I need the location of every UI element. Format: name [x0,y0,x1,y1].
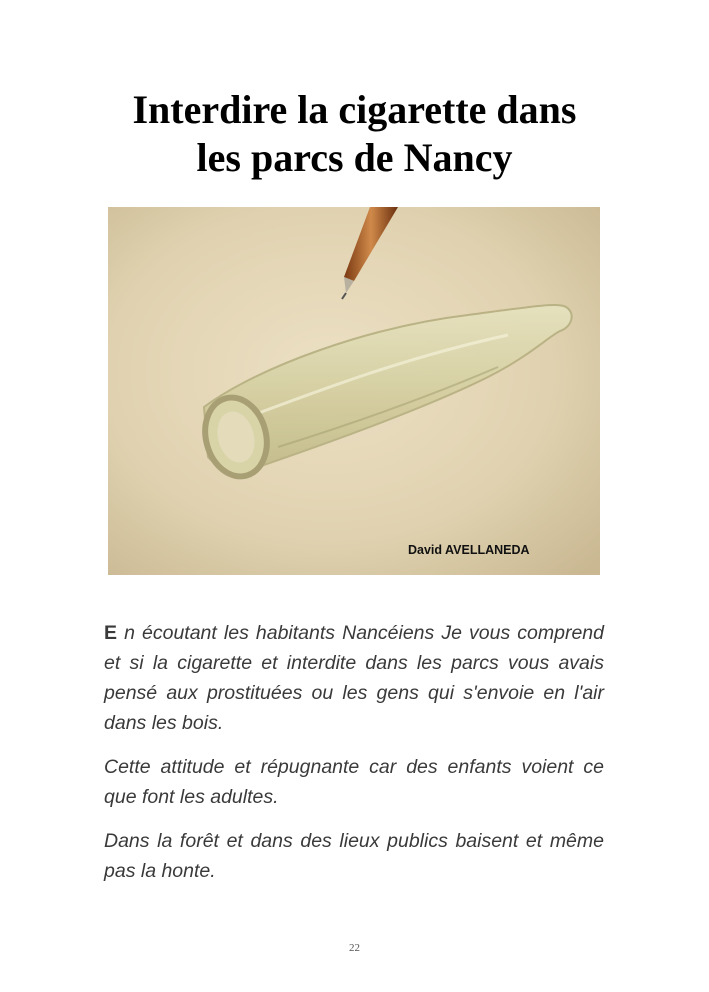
title-line-1: Interdire la cigarette dans [132,87,577,132]
paragraph-3: Dans la forêt et dans des lieux publics baisent et même pas la honte. [104,830,604,882]
page-number: 22 [349,942,360,954]
dropcap: E [104,622,118,644]
photo-caption: David AVELLANEDA [408,543,530,557]
article-photo [108,207,600,575]
title-line-2: les parcs de Nancy [196,135,513,180]
paragraph-1-text: n écoutant les habitants Nancéiens Je vous comprend et si la cigarette et interdite dans les parcs vous avais pensé aux prostituées ou les gens qui s'envoie en l'air dans les bois. [104,622,604,734]
page-title [60,86,649,182]
article-body [104,618,604,900]
paragraph-1 [104,618,604,738]
paragraph-2: Cette attitude et répugnante car des enfants voient ce que font les adultes. [104,756,604,808]
